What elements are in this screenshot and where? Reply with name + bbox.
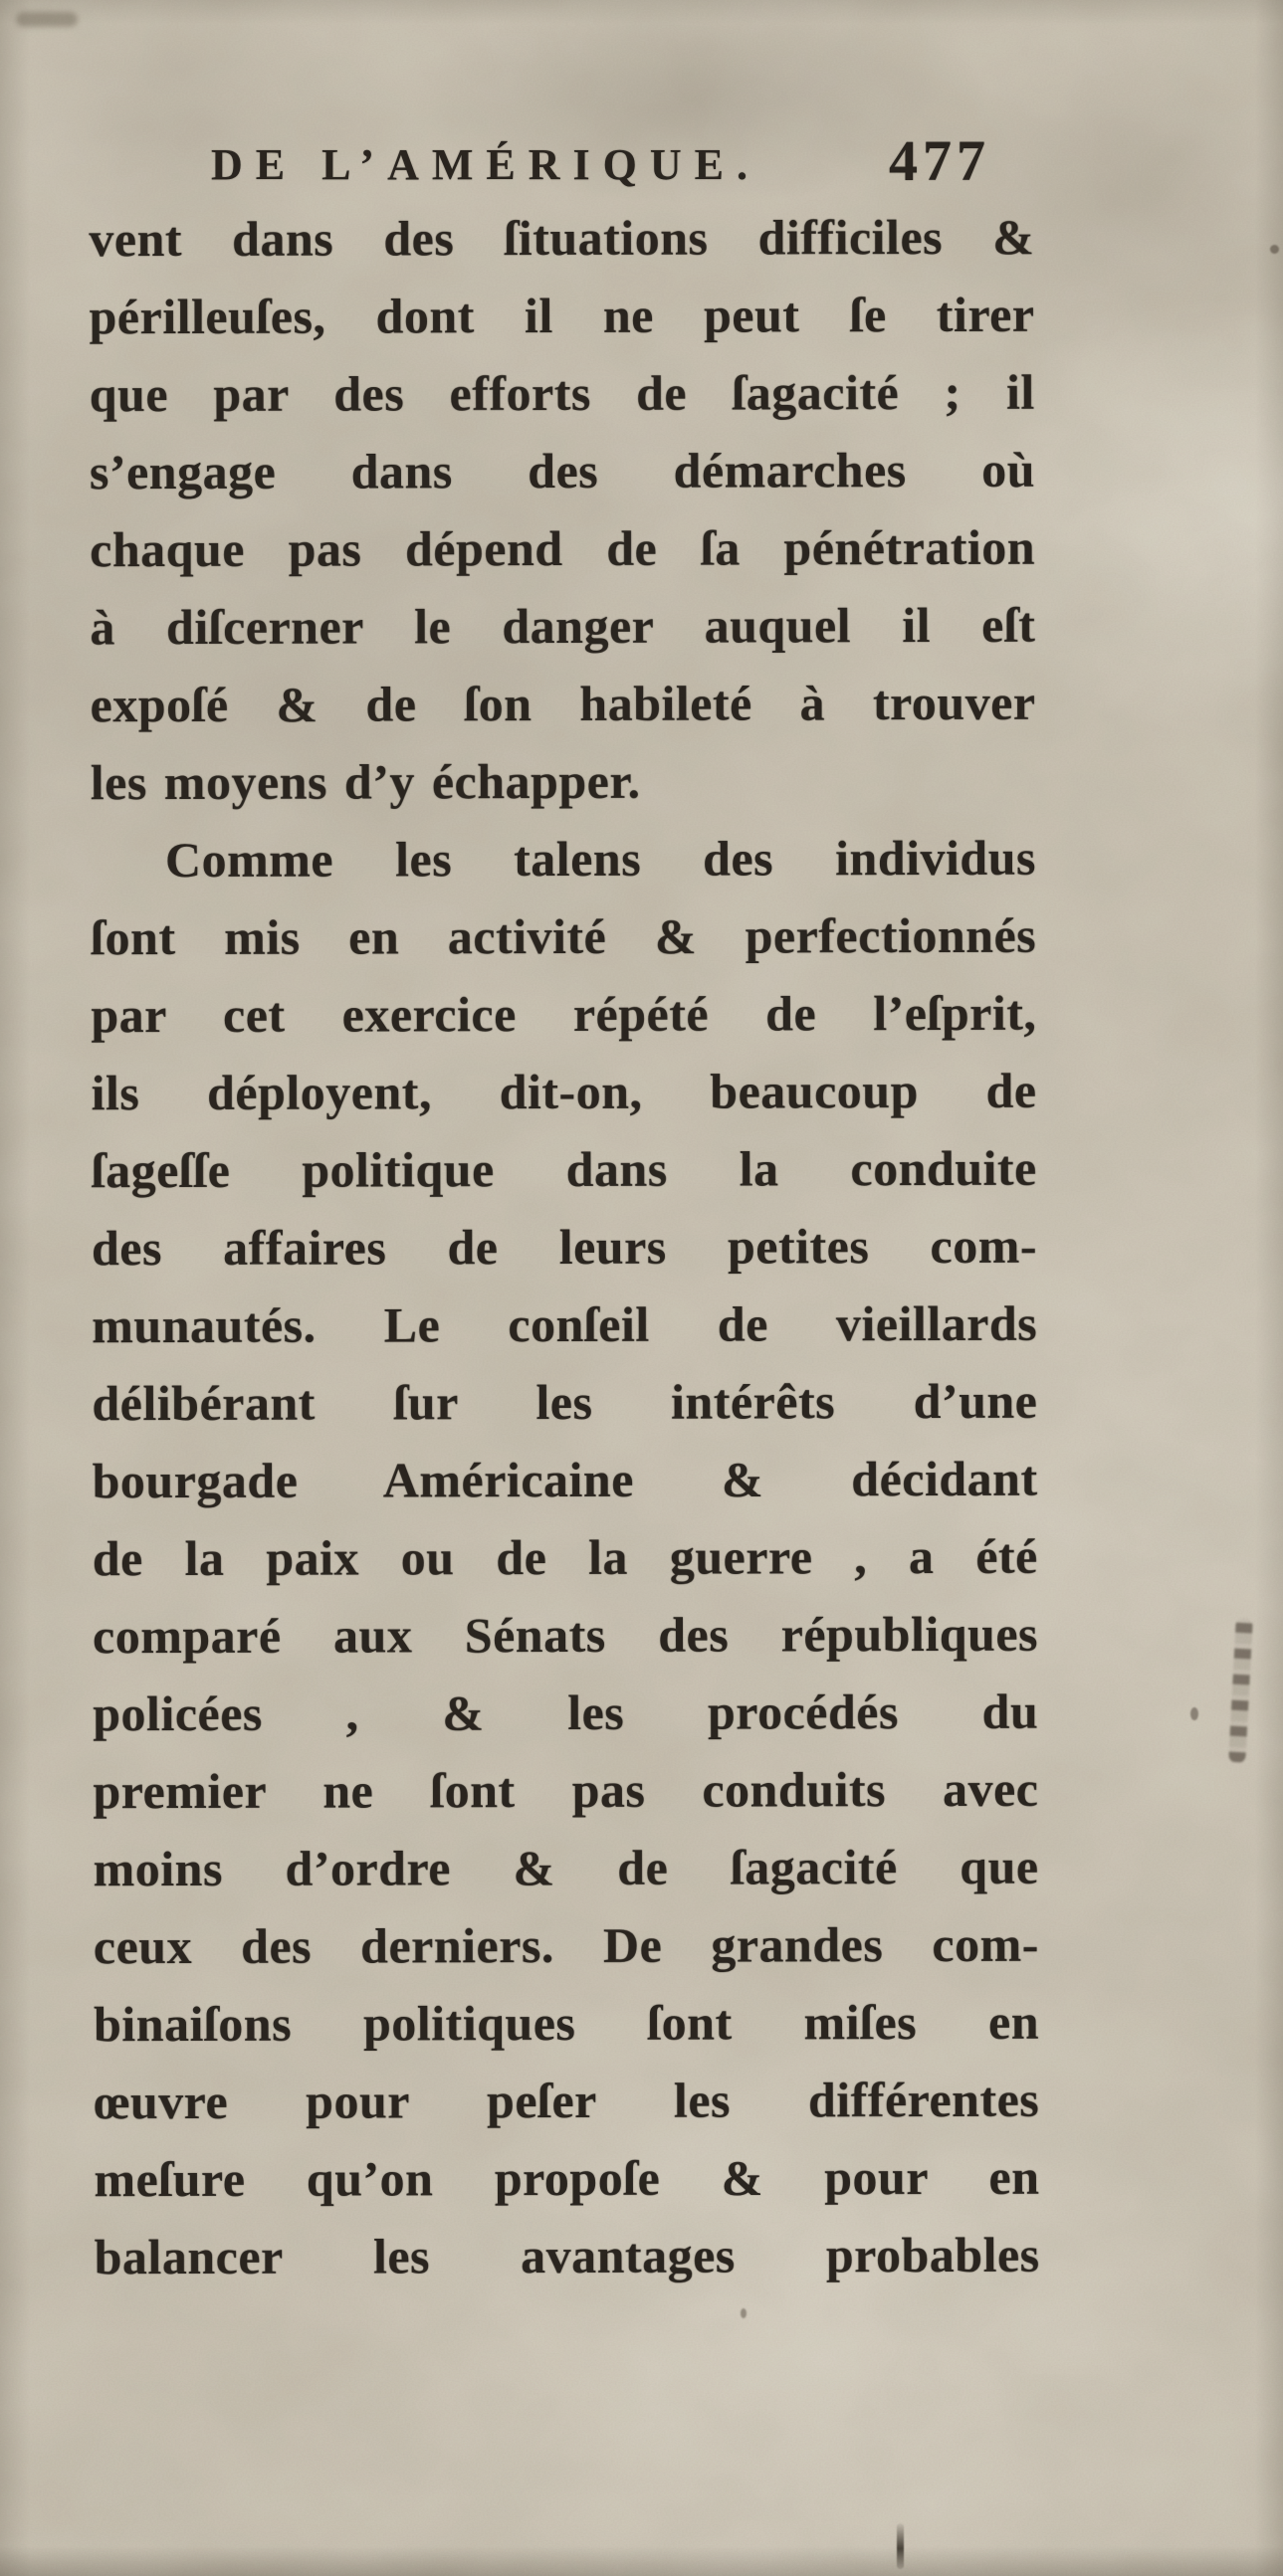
text-line: binaiſons politiques ſont miſes en <box>93 1993 1040 2053</box>
text-line: les moyens d’y échapper. <box>90 752 641 811</box>
text-line: premier ne ſont pas conduits avec <box>93 1760 1039 1820</box>
text-block <box>89 198 1040 2295</box>
text-line: ils déployent, dit-on, beaucoup de <box>91 1062 1037 1121</box>
text-line: expoſé & de ſon habileté à trouver <box>90 674 1036 733</box>
ink-fleck-top-right <box>1270 245 1279 254</box>
text-line: ſageſſe politique dans la conduite <box>91 1139 1037 1199</box>
ink-fleck-mid <box>741 2308 747 2318</box>
text-line: des affaires de leurs petites com- <box>91 1217 1038 1277</box>
text-line: moins d’ordre & de ſagacité que <box>93 1838 1039 1897</box>
text-line: balancer les avantages probables <box>94 2226 1040 2285</box>
text-line: périlleuſes, dont il ne peut ſe tirer <box>89 286 1035 345</box>
text-line: policées , & les procédés du <box>93 1683 1039 1742</box>
text-line: œuvre pour peſer les différentes <box>94 2071 1040 2130</box>
text-line: s’engage dans des démarches où <box>89 441 1036 500</box>
text-line: vent dans des ſituations difficiles & <box>89 208 1035 268</box>
text-line: ſont mis en activité & perfectionnés <box>91 906 1037 966</box>
text-line: comparé aux Sénats des républiques <box>92 1605 1039 1665</box>
text-line: bourgade Américaine & décidant <box>92 1450 1038 1509</box>
ink-smudge-top-left <box>16 12 78 27</box>
text-line: meſure qu’on propoſe & pour en <box>94 2148 1040 2208</box>
text-line: ceux des derniers. De grandes com- <box>93 1915 1039 1975</box>
ink-smear-right-margin <box>1228 1618 1253 1764</box>
text-line: Comme les talens des individus <box>164 829 1037 889</box>
text-line: à diſcerner le danger auquel il eſt <box>90 596 1036 656</box>
ink-fleck-right-margin <box>1190 1707 1198 1720</box>
ink-fleck-bottom-center <box>897 2523 904 2569</box>
text-line: par cet exercice répété de l’eſprit, <box>91 984 1037 1044</box>
text-line: munautés. Le conſeil de vieillards <box>92 1294 1038 1354</box>
text-line: que par des efforts de ſagacité ; il <box>89 363 1035 423</box>
running-title: DE L’AMÉRIQUE. <box>211 140 760 189</box>
text-line: délibérant ſur les intérêts d’une <box>92 1372 1038 1432</box>
page-number: 477 <box>889 128 990 193</box>
text-line: chaque pas dépend de ſa pénétration <box>90 518 1036 578</box>
text-line: de la paix ou de la guerre , a été <box>92 1527 1038 1587</box>
